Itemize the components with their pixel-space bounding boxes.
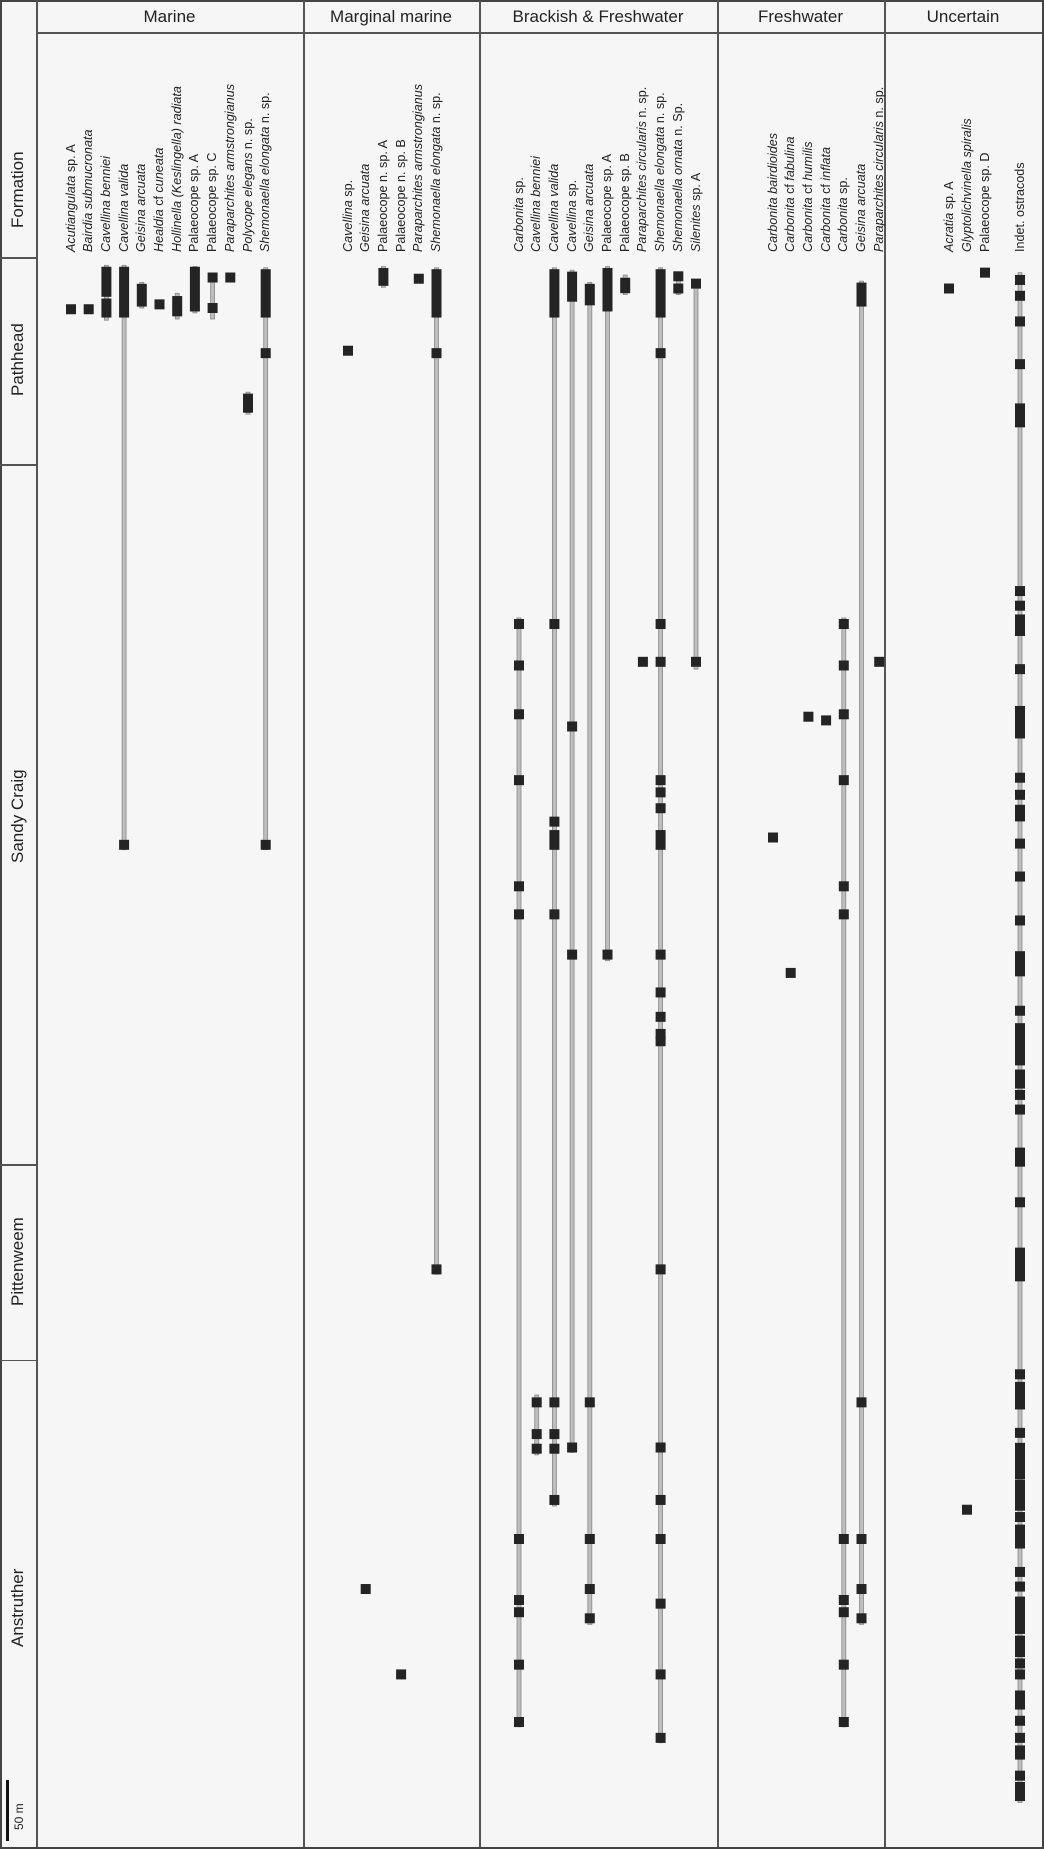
occurrence-marker xyxy=(962,1505,972,1515)
occurrence-block xyxy=(1015,1745,1025,1759)
occurrence-block xyxy=(432,269,442,317)
group-header-freshwater: Freshwater xyxy=(757,7,844,26)
species-label-part: Shemonaella ornata xyxy=(670,139,685,252)
group-header-brackish-freshwater: Brackish & Freshwater xyxy=(512,7,684,26)
species-label-part: Palaeocope xyxy=(977,185,992,252)
occurrence-marker xyxy=(225,273,235,283)
occurrence-marker xyxy=(66,304,76,314)
occurrence-marker xyxy=(839,1717,849,1727)
occurrence-marker xyxy=(514,1534,524,1544)
occurrence-block xyxy=(857,283,867,307)
occurrence-marker xyxy=(656,1443,666,1453)
occurrence-marker xyxy=(208,273,218,283)
occurrence-marker xyxy=(432,1264,442,1274)
occurrence-marker xyxy=(1015,1006,1025,1016)
species-label-part: Cavellina xyxy=(340,200,355,252)
species-label-part: humilis xyxy=(800,141,815,181)
occurrence-marker xyxy=(656,840,666,850)
species-label-part: Carbonita xyxy=(818,197,833,252)
species-label-part: sp. xyxy=(340,179,355,201)
occurrence-marker xyxy=(980,268,990,278)
occurrence-marker xyxy=(839,619,849,629)
formation-name-sandy-craig: Sandy Craig xyxy=(8,769,27,863)
occurrence-marker xyxy=(549,1444,559,1454)
occurrence-marker xyxy=(1015,1090,1025,1100)
occurrence-marker xyxy=(656,1534,666,1544)
occurrence-block xyxy=(243,394,253,413)
occurrence-marker xyxy=(656,787,666,797)
occurrence-marker xyxy=(656,1599,666,1609)
species-label-part: Geisina arcuata xyxy=(134,163,149,252)
occurrence-marker xyxy=(549,1397,559,1407)
species-label-part: Acutiangulata xyxy=(63,175,78,252)
species-label-part: n. sp. xyxy=(429,92,443,127)
occurrence-marker xyxy=(656,657,666,667)
occurrence-marker xyxy=(1015,1105,1025,1115)
occurrence-block xyxy=(620,278,630,293)
species-label-part: cf xyxy=(152,192,166,210)
species-label-part: cf xyxy=(783,180,798,198)
species-label-part: Carbonita xyxy=(800,197,815,252)
species-label-part: sp. A xyxy=(63,144,78,176)
range-line xyxy=(122,265,126,849)
species-label-part: Paraparchites circularis xyxy=(871,121,886,252)
species-label-part: Paraparchites circularis xyxy=(635,121,650,252)
occurrence-marker xyxy=(532,1444,542,1454)
occurrence-marker xyxy=(585,1584,595,1594)
occurrence-marker xyxy=(1015,291,1025,301)
occurrence-marker xyxy=(656,803,666,813)
occurrence-marker xyxy=(1015,1716,1025,1726)
species-label-part: Cavellina valida xyxy=(546,163,561,252)
species-label-part: Glyptolichvinella spiralis xyxy=(959,118,974,252)
species-label-part: Hollinella (Keslingella) radiata xyxy=(169,86,184,252)
occurrence-marker xyxy=(656,1495,666,1505)
species-label-part: n. sp. xyxy=(653,92,668,127)
formation-header: Formation xyxy=(8,151,27,228)
occurrence-marker xyxy=(514,1607,524,1617)
formation-name-pittenweem: Pittenweem xyxy=(8,1217,27,1307)
occurrence-marker xyxy=(656,950,666,960)
occurrence-marker xyxy=(839,909,849,919)
occurrence-marker xyxy=(261,840,271,850)
species-label-part: Shemonaella elongata xyxy=(429,126,443,252)
species-label-part: Silenites xyxy=(688,204,703,252)
species-label-part: Carbonita bairdioides xyxy=(765,132,780,252)
occurrence-marker xyxy=(1015,915,1025,925)
occurrence-marker xyxy=(839,1534,849,1544)
occurrence-marker xyxy=(673,271,683,281)
species-label-part: Healdia xyxy=(152,209,166,252)
species-label-part: cf xyxy=(800,180,815,198)
occurrence-marker xyxy=(1015,586,1025,596)
occurrence-marker xyxy=(839,775,849,785)
occurrence-marker xyxy=(84,304,94,314)
occurrence-marker xyxy=(803,712,813,722)
species-label-part: Palaeocope xyxy=(187,185,202,252)
species-label-part: n. sp. B xyxy=(393,139,408,186)
occurrence-marker xyxy=(549,1495,559,1505)
occurrence-marker xyxy=(656,1036,666,1046)
occurrence-block xyxy=(1015,1479,1025,1510)
species-label-part: cf xyxy=(818,180,833,198)
occurrence-marker xyxy=(839,709,849,719)
occurrence-block xyxy=(549,269,559,317)
scale-bar-label: 50 m xyxy=(12,1803,26,1830)
species-label-part: Polycope elegans xyxy=(240,152,255,252)
occurrence-marker xyxy=(839,881,849,891)
occurrence-block xyxy=(1015,1525,1025,1549)
occurrence-marker xyxy=(691,657,701,667)
occurrence-block xyxy=(1015,1597,1025,1634)
occurrence-marker xyxy=(691,279,701,289)
species-label-part: sp. xyxy=(511,177,526,198)
occurrence-marker xyxy=(155,299,165,309)
occurrence-marker xyxy=(514,619,524,629)
occurrence-block xyxy=(1015,1691,1025,1710)
occurrence-marker xyxy=(839,660,849,670)
group-header-marginal-marine: Marginal marine xyxy=(330,7,452,26)
species-label-part: Cavellina benniei xyxy=(529,156,544,252)
occurrence-marker xyxy=(839,1660,849,1670)
occurrence-block xyxy=(101,267,111,297)
occurrence-marker xyxy=(514,660,524,670)
occurrence-block xyxy=(1015,1070,1025,1089)
species-label-part: cuneata xyxy=(152,147,166,193)
species-label-part: Cavellina benniei xyxy=(98,156,113,252)
group-header-marine: Marine xyxy=(143,7,196,26)
occurrence-marker xyxy=(414,274,424,284)
species-label-part: Shemonaella elongata xyxy=(258,126,273,252)
occurrence-marker xyxy=(1015,839,1025,849)
species-label-part: Geisina arcuata xyxy=(854,163,868,252)
occurrence-marker xyxy=(361,1584,371,1594)
occurrence-marker xyxy=(549,840,559,850)
species-label-part: sp. C xyxy=(205,152,220,186)
species-label-part: Cavellina xyxy=(564,200,579,252)
occurrence-marker xyxy=(549,909,559,919)
occurrence-marker xyxy=(857,1534,867,1544)
occurrence-marker xyxy=(514,881,524,891)
species-label-part: Paraparchites armstrongianus xyxy=(411,84,426,252)
occurrence-marker xyxy=(1015,1658,1025,1668)
species-label-part: Carbonita xyxy=(511,197,526,252)
occurrence-marker xyxy=(585,1534,595,1544)
occurrence-marker xyxy=(585,1613,595,1623)
occurrence-marker xyxy=(1015,1669,1025,1679)
occurrence-marker xyxy=(656,775,666,785)
occurrence-marker xyxy=(656,1012,666,1022)
species-label-part: Paraparchites armstrongianus xyxy=(222,84,237,252)
occurrence-marker xyxy=(567,1443,577,1453)
occurrence-marker xyxy=(656,1733,666,1743)
occurrence-marker xyxy=(656,1669,666,1679)
occurrence-block xyxy=(378,268,388,286)
species-label-part: sp. B xyxy=(617,153,632,186)
species-label-part: n. sp. xyxy=(240,118,255,153)
formation-name-pathhead: Pathhead xyxy=(8,323,27,397)
occurrence-marker xyxy=(532,1429,542,1439)
range-line xyxy=(694,280,698,669)
occurrence-block xyxy=(1015,614,1025,636)
species-label-part: n. sp. A xyxy=(375,139,390,186)
species-label-part: n. Sp. xyxy=(670,102,685,140)
occurrence-marker xyxy=(396,1669,406,1679)
species-label-part: Palaeocope xyxy=(617,185,632,252)
occurrence-block xyxy=(1015,1457,1025,1479)
occurrence-marker xyxy=(432,348,442,358)
occurrence-marker xyxy=(514,709,524,719)
species-label-part: sp. A xyxy=(941,181,956,213)
species-label-part: Indet. ostracods xyxy=(1012,162,1027,252)
occurrence-block xyxy=(137,284,147,307)
occurrence-marker xyxy=(1015,601,1025,611)
occurrence-marker xyxy=(208,303,218,313)
occurrence-marker xyxy=(549,1429,559,1439)
occurrence-marker xyxy=(1015,1428,1025,1438)
occurrence-block xyxy=(1015,1248,1025,1282)
occurrence-marker xyxy=(874,657,884,667)
range-line xyxy=(860,281,864,1624)
species-label-part: Acratia xyxy=(941,212,956,252)
species-label-part: fabulina xyxy=(783,136,798,181)
occurrence-block xyxy=(1015,805,1025,822)
species-label-part: sp. A xyxy=(688,172,703,205)
occurrence-marker xyxy=(1015,872,1025,882)
occurrence-block xyxy=(1015,1782,1025,1801)
occurrence-marker xyxy=(514,1717,524,1727)
occurrence-marker xyxy=(673,284,683,294)
occurrence-block xyxy=(1015,1382,1025,1410)
range-line xyxy=(659,268,663,1743)
occurrence-marker xyxy=(549,830,559,840)
occurrence-block xyxy=(1015,1636,1025,1658)
range-line xyxy=(552,268,556,1506)
occurrence-marker xyxy=(514,1660,524,1670)
occurrence-block xyxy=(1015,1023,1025,1065)
species-label-part: sp. A xyxy=(187,153,202,186)
occurrence-marker xyxy=(1015,664,1025,674)
occurrence-marker xyxy=(1015,1567,1025,1577)
occurrence-marker xyxy=(839,1595,849,1605)
species-label-part: inflata xyxy=(818,146,833,181)
occurrence-marker xyxy=(857,1584,867,1594)
species-label-part: Carbonita xyxy=(783,197,798,252)
occurrence-marker xyxy=(1015,773,1025,783)
group-header-uncertain: Uncertain xyxy=(926,7,1000,26)
occurrence-marker xyxy=(343,346,353,356)
occurrence-marker xyxy=(567,950,577,960)
species-label-part: sp. xyxy=(564,179,579,201)
species-label-part: Palaeocope xyxy=(600,185,614,252)
occurrence-marker xyxy=(1015,1369,1025,1379)
occurrence-block xyxy=(261,269,271,317)
occurrence-marker xyxy=(839,1607,849,1617)
occurrence-marker xyxy=(656,830,666,840)
species-label-part: Palaeocope xyxy=(375,185,390,252)
occurrence-block xyxy=(190,267,200,312)
species-label-part: Shemonaella elongata xyxy=(653,126,668,252)
species-label-part: n. sp. xyxy=(871,86,886,122)
species-label-part: sp. A xyxy=(600,153,614,186)
scale-bar xyxy=(6,1780,9,1841)
occurrence-marker xyxy=(821,715,831,725)
species-label-part: n. sp. xyxy=(635,86,650,122)
occurrence-marker xyxy=(514,909,524,919)
occurrence-block xyxy=(585,284,595,306)
occurrence-marker xyxy=(549,619,559,629)
occurrence-marker xyxy=(514,1595,524,1605)
occurrence-marker xyxy=(549,817,559,827)
range-line xyxy=(588,282,592,1624)
occurrence-block xyxy=(1015,706,1025,739)
occurrence-marker xyxy=(1015,1771,1025,1781)
occurrence-marker xyxy=(857,1397,867,1407)
occurrence-marker xyxy=(638,657,648,667)
occurrence-marker xyxy=(514,775,524,785)
occurrence-block xyxy=(172,296,182,316)
occurrence-marker xyxy=(603,950,613,960)
occurrence-block xyxy=(1015,1148,1025,1167)
occurrence-marker xyxy=(1015,1512,1025,1522)
occurrence-marker xyxy=(656,1264,666,1274)
occurrence-block xyxy=(1015,403,1025,427)
occurrence-marker xyxy=(261,348,271,358)
occurrence-marker xyxy=(1015,316,1025,326)
range-line xyxy=(606,267,610,961)
occurrence-marker xyxy=(532,1397,542,1407)
occurrence-marker xyxy=(567,721,577,731)
occurrence-marker xyxy=(585,1397,595,1407)
species-label-part: Cavellina valida xyxy=(116,163,131,252)
occurrence-marker xyxy=(786,968,796,978)
occurrence-marker xyxy=(1015,1197,1025,1207)
occurrence-block xyxy=(656,269,666,317)
occurrence-marker xyxy=(1015,275,1025,285)
occurrence-marker xyxy=(656,348,666,358)
species-label-part: Geisina arcuata xyxy=(582,163,597,252)
occurrence-marker xyxy=(1015,359,1025,369)
occurrence-marker xyxy=(1015,790,1025,800)
species-label-part: Palaeocope xyxy=(205,185,220,252)
occurrence-block xyxy=(101,298,111,317)
species-label-part: Palaeocope xyxy=(393,185,408,252)
occurrence-marker xyxy=(656,987,666,997)
occurrence-marker xyxy=(768,833,778,843)
occurrence-block xyxy=(567,272,577,302)
species-label-part: Geisina arcuata xyxy=(358,163,373,252)
species-label-part: Bairdia submucronata xyxy=(81,129,96,252)
species-label-part: Carbonita xyxy=(836,197,851,252)
occurrence-block xyxy=(119,267,129,318)
species-label-part: sp. D xyxy=(977,152,992,186)
species-label-part: sp. xyxy=(836,177,851,198)
occurrence-block xyxy=(1015,951,1025,976)
occurrence-marker xyxy=(944,284,954,294)
range-line xyxy=(435,268,439,1275)
occurrence-marker xyxy=(119,840,129,850)
occurrence-block xyxy=(603,268,613,311)
occurrence-marker xyxy=(857,1613,867,1623)
species-label-part: n. sp. xyxy=(258,92,273,127)
occurrence-marker xyxy=(1015,1582,1025,1592)
occurrence-marker xyxy=(656,619,666,629)
occurrence-marker xyxy=(1015,1733,1025,1743)
occurrence-block xyxy=(1015,1443,1025,1458)
formation-name-anstruther: Anstruther xyxy=(8,1568,27,1648)
range-line xyxy=(570,270,574,1452)
